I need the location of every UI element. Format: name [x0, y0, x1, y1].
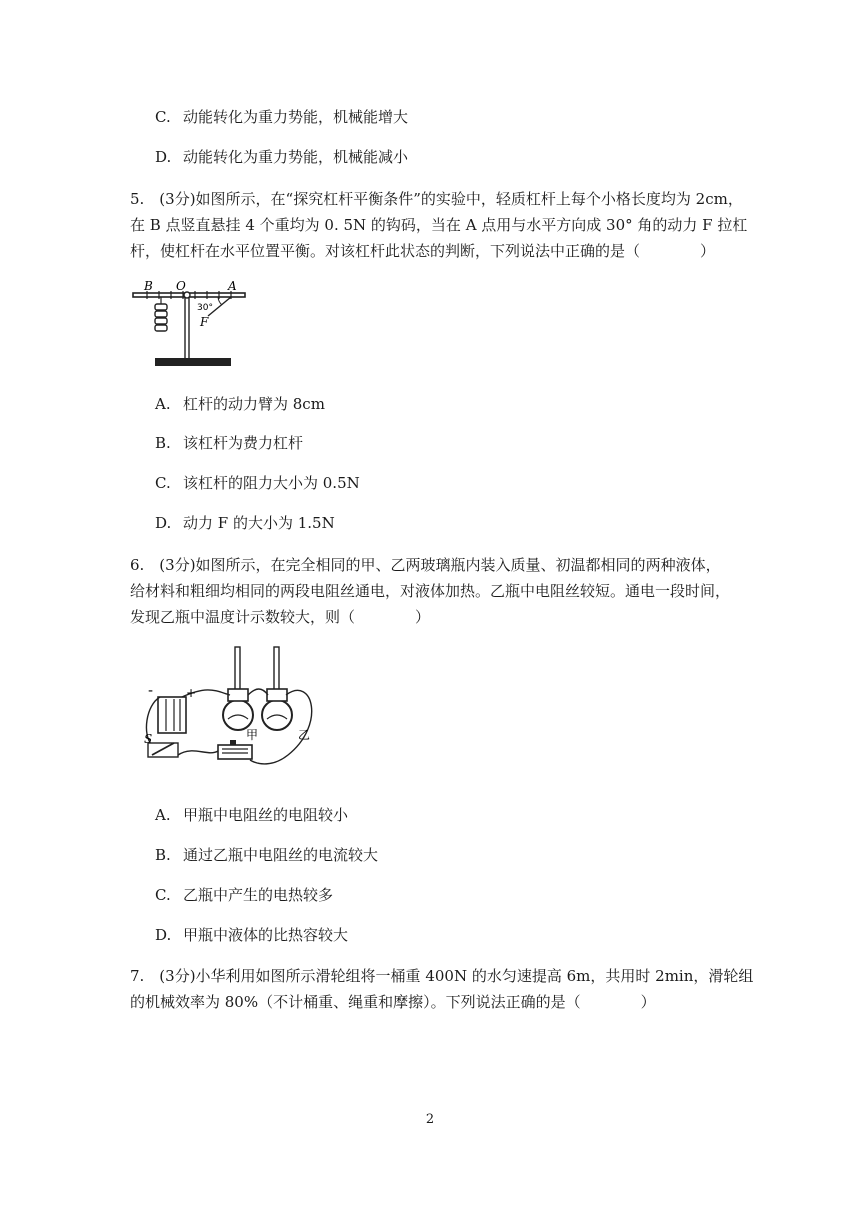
q6-line-2: 给材料和粗细均相同的两段电阻丝通电，对液体加热。乙瓶中电阻丝较短。通电一段时间，	[130, 582, 731, 600]
q6-line-1: 6. (3分)如图所示，在完全相同的甲、乙两玻璃瓶内装入质量、初温都相同的两种液体，	[130, 556, 721, 574]
label-b: B	[144, 279, 153, 293]
q5-line-1: 5. (3分)如图所示，在“探究杠杆平衡条件”的实验中，轻质杠杆上每个小格长度均为 2cm，	[130, 190, 743, 208]
option-c-prev: C. 动能转化为重力势能，机械能增大	[155, 108, 409, 126]
circuit-figure	[138, 645, 323, 775]
q7-line-1: 7. (3分)小华利用如图所示滑轮组将一桶重 400N 的水匀速提高 6m，共用时 2min，滑轮组	[130, 967, 754, 985]
q6-option-d: D. 甲瓶中液体的比热容较大	[155, 926, 349, 944]
q6-option-a: A. 甲瓶中电阻丝的电阻较小	[155, 806, 349, 824]
q6-option-b: B. 通过乙瓶中电阻丝的电流较大	[155, 846, 379, 864]
q5-option-a: A. 杠杆的动力臂为 8cm	[155, 395, 325, 413]
q5-option-c: C. 该杠杆的阻力大小为 0.5N	[155, 474, 360, 492]
q7-line-2: 的机械效率为 80%（不计桶重、绳重和摩擦）。下列说法正确的是（ ）	[130, 993, 656, 1011]
lever-figure	[128, 278, 253, 370]
label-plus: +	[186, 686, 197, 700]
q6-option-c: C. 乙瓶中产生的电热较多	[155, 886, 334, 904]
label-o: O	[176, 279, 186, 293]
option-d-prev: D. 动能转化为重力势能，机械能减小	[155, 148, 409, 166]
q5-line-3: 杆，使杠杆在水平位置平衡。对该杠杆此状态的判断，下列说法中正确的是（ ）	[130, 242, 716, 260]
label-angle: 30°	[197, 303, 213, 313]
label-a: A	[228, 279, 237, 293]
page-number: 2	[425, 1112, 435, 1127]
label-jia: 甲	[246, 728, 259, 742]
q5-option-d: D. 动力 F 的大小为 1.5N	[155, 514, 335, 532]
label-s: S	[144, 732, 153, 746]
q6-line-3: 发现乙瓶中温度计示数较大，则（ ）	[130, 608, 431, 626]
label-minus: -	[148, 683, 154, 699]
q5-line-2: 在 B 点竖直悬挂 4 个重均为 0. 5N 的钩码，当在 A 点用与水平方向成 30° 角的动力 F 拉杠	[130, 216, 748, 234]
label-yi: 乙	[298, 728, 311, 742]
q5-option-b: B. 该杠杆为费力杠杆	[155, 434, 304, 452]
label-f: F	[200, 315, 209, 329]
